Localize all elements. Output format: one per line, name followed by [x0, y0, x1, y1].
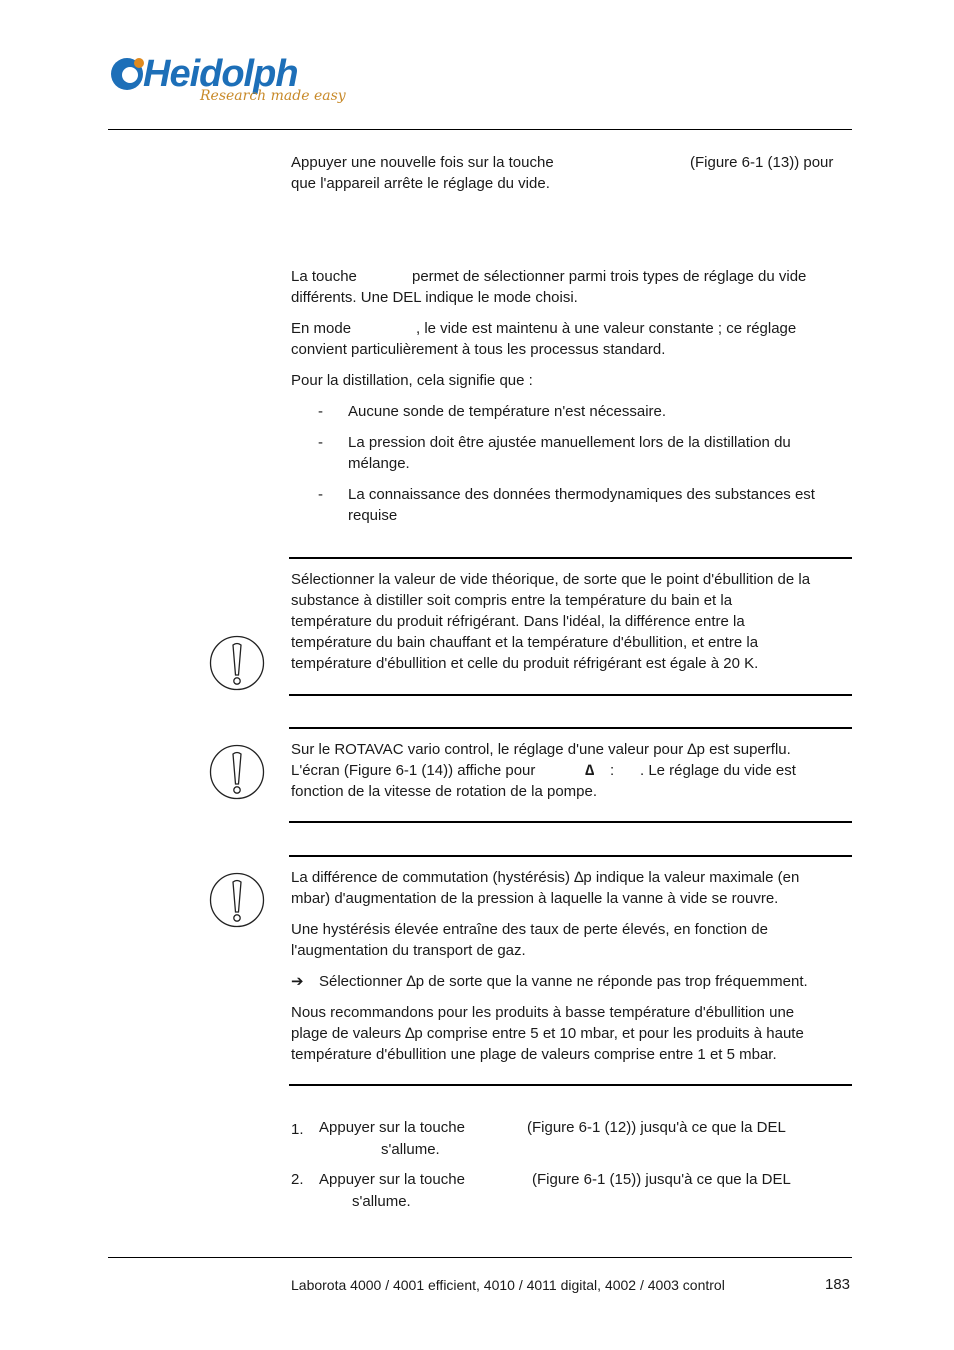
- note1-line2: substance à distiller soit compris entre la température du bain et la: [291, 592, 733, 609]
- logo-tagline: Research made easy: [200, 88, 346, 104]
- note2-line2-end: . Le réglage du vide est: [640, 762, 796, 779]
- bullet-3-line2: requise: [348, 507, 398, 524]
- p2-line1-end: , le vide est maintenu à une valeur constante ; ce réglage: [416, 320, 797, 337]
- step1-end: (Figure 6-1 (12)) jusqu'à ce que la DEL: [527, 1119, 786, 1136]
- p1-line2: différents. Une DEL indique le mode choisi.: [291, 289, 578, 306]
- note3-line2: mbar) d'augmentation de la pression à laquelle la vanne à vide se rouvre.: [291, 890, 779, 907]
- note3-line6: Nous recommandons pour les produits à basse température d'ébullition une: [291, 1004, 795, 1021]
- note1-line5: température d'ébullition et celle du produit réfrigérant est égale à 20 K.: [291, 655, 759, 672]
- note3-line1: La différence de commutation (hystérésis) ∆p indique la valeur maximale (en: [291, 869, 800, 886]
- page-number: 183: [825, 1276, 851, 1293]
- note1-line3: température du produit réfrigérant. Dans l'idéal, la différence entre la: [291, 613, 745, 630]
- step2-line2: s'allume.: [352, 1193, 411, 1210]
- note2-delta: ∆: [585, 762, 595, 779]
- bullet-dash: -: [318, 434, 323, 451]
- p2-line1-start: En mode: [291, 320, 352, 337]
- footer-title: Laborota 4000 / 4001 efficient, 4010 / 4011 digital, 4002 / 4003 control: [291, 1277, 725, 1293]
- step2-end: (Figure 6-1 (15)) jusqu'à ce que la DEL: [532, 1171, 791, 1188]
- arrow-icon: ➔: [291, 973, 304, 990]
- p2-line2: convient particulièrement à tous les processus standard.: [291, 341, 666, 358]
- bullet-3-line1: La connaissance des données thermodynamiques des substances est: [348, 486, 815, 503]
- note3-line4: l'augmentation du transport de gaz.: [291, 942, 526, 959]
- p3: Pour la distillation, cela signifie que :: [291, 372, 533, 389]
- p1-line1-start: La touche: [291, 268, 357, 285]
- note2-top-rule: [289, 727, 852, 729]
- bullet-1: Aucune sonde de température n'est nécessaire.: [348, 403, 667, 420]
- warning-exclamation-icon: [209, 635, 265, 691]
- warning-exclamation-icon: [209, 872, 265, 928]
- step-number: 2.: [291, 1171, 304, 1188]
- note3-line3: Une hystérésis élevée entraîne des taux de perte élevés, en fonction de: [291, 921, 768, 938]
- note3-line7: plage de valeurs ∆p comprise entre 5 et 10 mbar, et pour les produits à haute: [291, 1025, 804, 1042]
- note2-line3: fonction de la vitesse de rotation de la pompe.: [291, 783, 598, 800]
- bullet-dash: -: [318, 403, 323, 420]
- note3-bottom-rule: [289, 1084, 852, 1086]
- bullet-2-line2: mélange.: [348, 455, 410, 472]
- note1-bottom-rule: [289, 694, 852, 696]
- note2-line1: Sur le ROTAVAC vario control, le réglage d'une valeur pour ∆p est superflu.: [291, 741, 791, 758]
- p1-line1-end: permet de sélectionner parmi trois types de réglage du vide: [412, 268, 807, 285]
- step2-start: Appuyer sur la touche: [319, 1171, 465, 1188]
- section1-line1: Appuyer une nouvelle fois sur la touche: [291, 154, 554, 171]
- note2-bottom-rule: [289, 821, 852, 823]
- note1-top-rule: [289, 557, 852, 559]
- section1-line2: que l'appareil arrête le réglage du vide.: [291, 175, 550, 192]
- step-number: 1.: [291, 1121, 304, 1138]
- logo-text: Heidolph: [143, 53, 298, 95]
- step1-start: Appuyer sur la touche: [319, 1119, 465, 1136]
- step1-line2: s'allume.: [381, 1141, 440, 1158]
- note3-line5: Sélectionner ∆p de sorte que la vanne ne réponde pas trop fréquemment.: [319, 973, 808, 990]
- note1-line4: température du bain chauffant et la température d'ébullition, et entre la: [291, 634, 759, 651]
- note1-line1: Sélectionner la valeur de vide théorique, de sorte que le point d'ébullition de la: [291, 571, 811, 588]
- section1-line1-end: (Figure 6-1 (13)) pour: [690, 154, 834, 171]
- note3-top-rule: [289, 855, 852, 857]
- note2-line2-start: L'écran (Figure 6-1 (14)) affiche pour: [291, 762, 536, 779]
- footer-rule: [108, 1257, 852, 1258]
- bullet-2-line1: La pression doit être ajustée manuellement lors de la distillation du: [348, 434, 791, 451]
- bullet-dash: -: [318, 486, 323, 503]
- note3-line8: température d'ébullition une plage de valeurs comprise entre 1 et 5 mbar.: [291, 1046, 777, 1063]
- warning-exclamation-icon: [209, 744, 265, 800]
- header-rule: [108, 129, 852, 130]
- note2-colon: :: [610, 762, 615, 779]
